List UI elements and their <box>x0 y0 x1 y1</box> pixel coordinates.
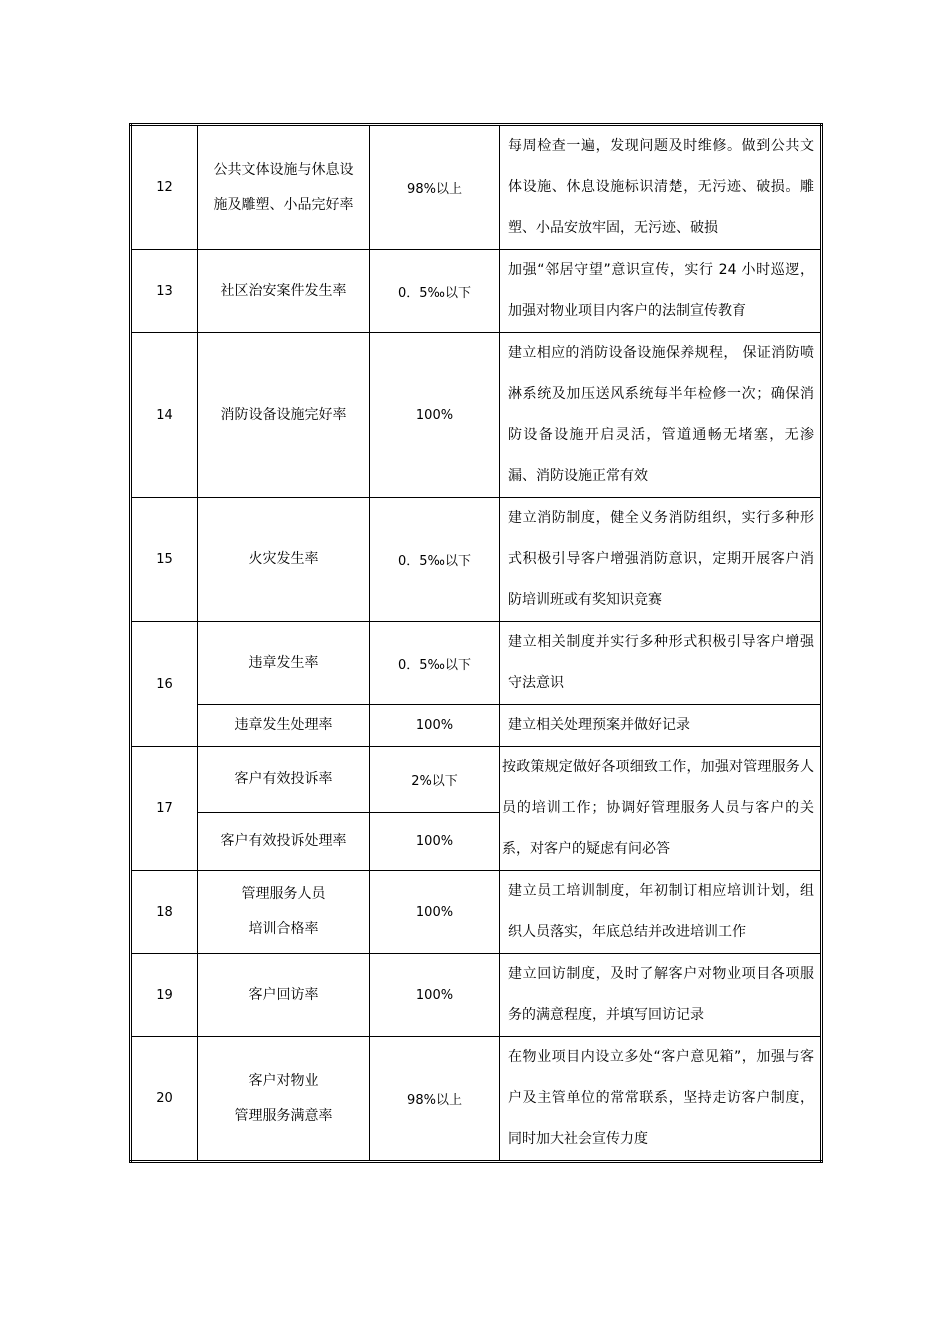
item-name: 社区治安案件发生率 <box>198 250 370 333</box>
row-number: 20 <box>131 1037 198 1162</box>
row-number: 18 <box>131 871 198 954</box>
standard-value: 100% <box>370 954 500 1037</box>
measure-text: 建立相应的消防设备设施保养规程， 保证消防喷淋系统及加压送风系统每半年检修一次；确保消防设备设施开启灵活，管道通畅无堵塞，无渗漏、消防设施正常有效 <box>500 333 822 498</box>
item-name: 客户有效投诉率 <box>198 747 370 813</box>
measure-text: 建立回访制度，及时了解客户对物业项目各项服务的满意程度，并填写回访记录 <box>500 954 822 1037</box>
standards-table <box>129 123 823 1163</box>
table-row <box>131 871 822 954</box>
item-name-line: 客户对物业 <box>248 1072 319 1089</box>
row-number: 17 <box>131 747 198 871</box>
item-name-line: 管理服务人员 <box>241 886 326 902</box>
standard-value: 98%以上 <box>370 1037 500 1162</box>
table-row <box>131 622 822 705</box>
table-row <box>131 498 822 622</box>
row-number: 15 <box>131 498 198 622</box>
standard-value: 0．5‰以下 <box>370 250 500 333</box>
measure-text: 建立员工培训制度，年初制订相应培训计划，组织人员落实，年底总结并改进培训工作 <box>500 871 822 954</box>
item-name: 违章发生率 <box>198 622 370 705</box>
table-row <box>131 1037 822 1162</box>
item-cell <box>198 1037 370 1162</box>
item-cell <box>198 871 370 954</box>
table-row <box>131 705 822 747</box>
item-name: 客户有效投诉处理率 <box>198 813 370 871</box>
item-name-line: 培训合格率 <box>248 921 319 937</box>
item-name-line: 管理服务满意率 <box>234 1107 333 1124</box>
table-row <box>131 333 822 498</box>
standard-value: 100% <box>370 333 500 498</box>
row-number: 12 <box>131 125 198 250</box>
table-row <box>131 125 822 250</box>
item-name: 消防设备设施完好率 <box>198 333 370 498</box>
item-name: 客户回访率 <box>198 954 370 1037</box>
row-number: 19 <box>131 954 198 1037</box>
standard-value: 2%以下 <box>370 747 500 813</box>
item-name: 违章发生处理率 <box>198 705 370 747</box>
standard-value: 98%以上 <box>370 125 500 250</box>
measure-text: 在物业项目内设立多处“客户意见箱”，加强与客户及主管单位的常常联系，坚持走访客户制度，同时加大社会宣传力度 <box>500 1037 822 1162</box>
measure-text: 建立消防制度，健全义务消防组织，实行多种形式积极引导客户增强消防意识，定期开展客户消防培训班或有奖知识竞赛 <box>500 498 822 622</box>
item-name: 火灾发生率 <box>198 498 370 622</box>
measure-text: 加强“邻居守望”意识宣传，实行 24 小时巡逻，加强对物业项目内客户的法制宣传教育 <box>500 250 822 333</box>
row-number: 14 <box>131 333 198 498</box>
row-number: 16 <box>131 622 198 747</box>
table-row <box>131 250 822 333</box>
standard-value: 0．5‰以下 <box>370 622 500 705</box>
item-name: 公共文体设施与休息设施及雕塑、小品完好率 <box>198 125 370 250</box>
standard-value: 100% <box>370 813 500 871</box>
table-row <box>131 954 822 1037</box>
table-row <box>131 747 822 813</box>
measure-text: 建立相关制度并实行多种形式积极引导客户增强守法意识 <box>500 622 822 705</box>
measure-text: 按政策规定做好各项细致工作，加强对管理服务人员的培训工作；协调好管理服务人员与客户的关系，对客户的疑虑有问必答 <box>500 747 822 871</box>
measure-text: 每周检查一遍，发现问题及时维修。做到公共文体设施、休息设施标识清楚，无污迹、破损。雕塑、小品安放牢固，无污迹、破损 <box>500 125 822 250</box>
standard-value: 100% <box>370 871 500 954</box>
standard-value: 0．5‰以下 <box>370 498 500 622</box>
row-number: 13 <box>131 250 198 333</box>
measure-text: 建立相关处理预案并做好记录 <box>500 705 822 747</box>
standard-value: 100% <box>370 705 500 747</box>
